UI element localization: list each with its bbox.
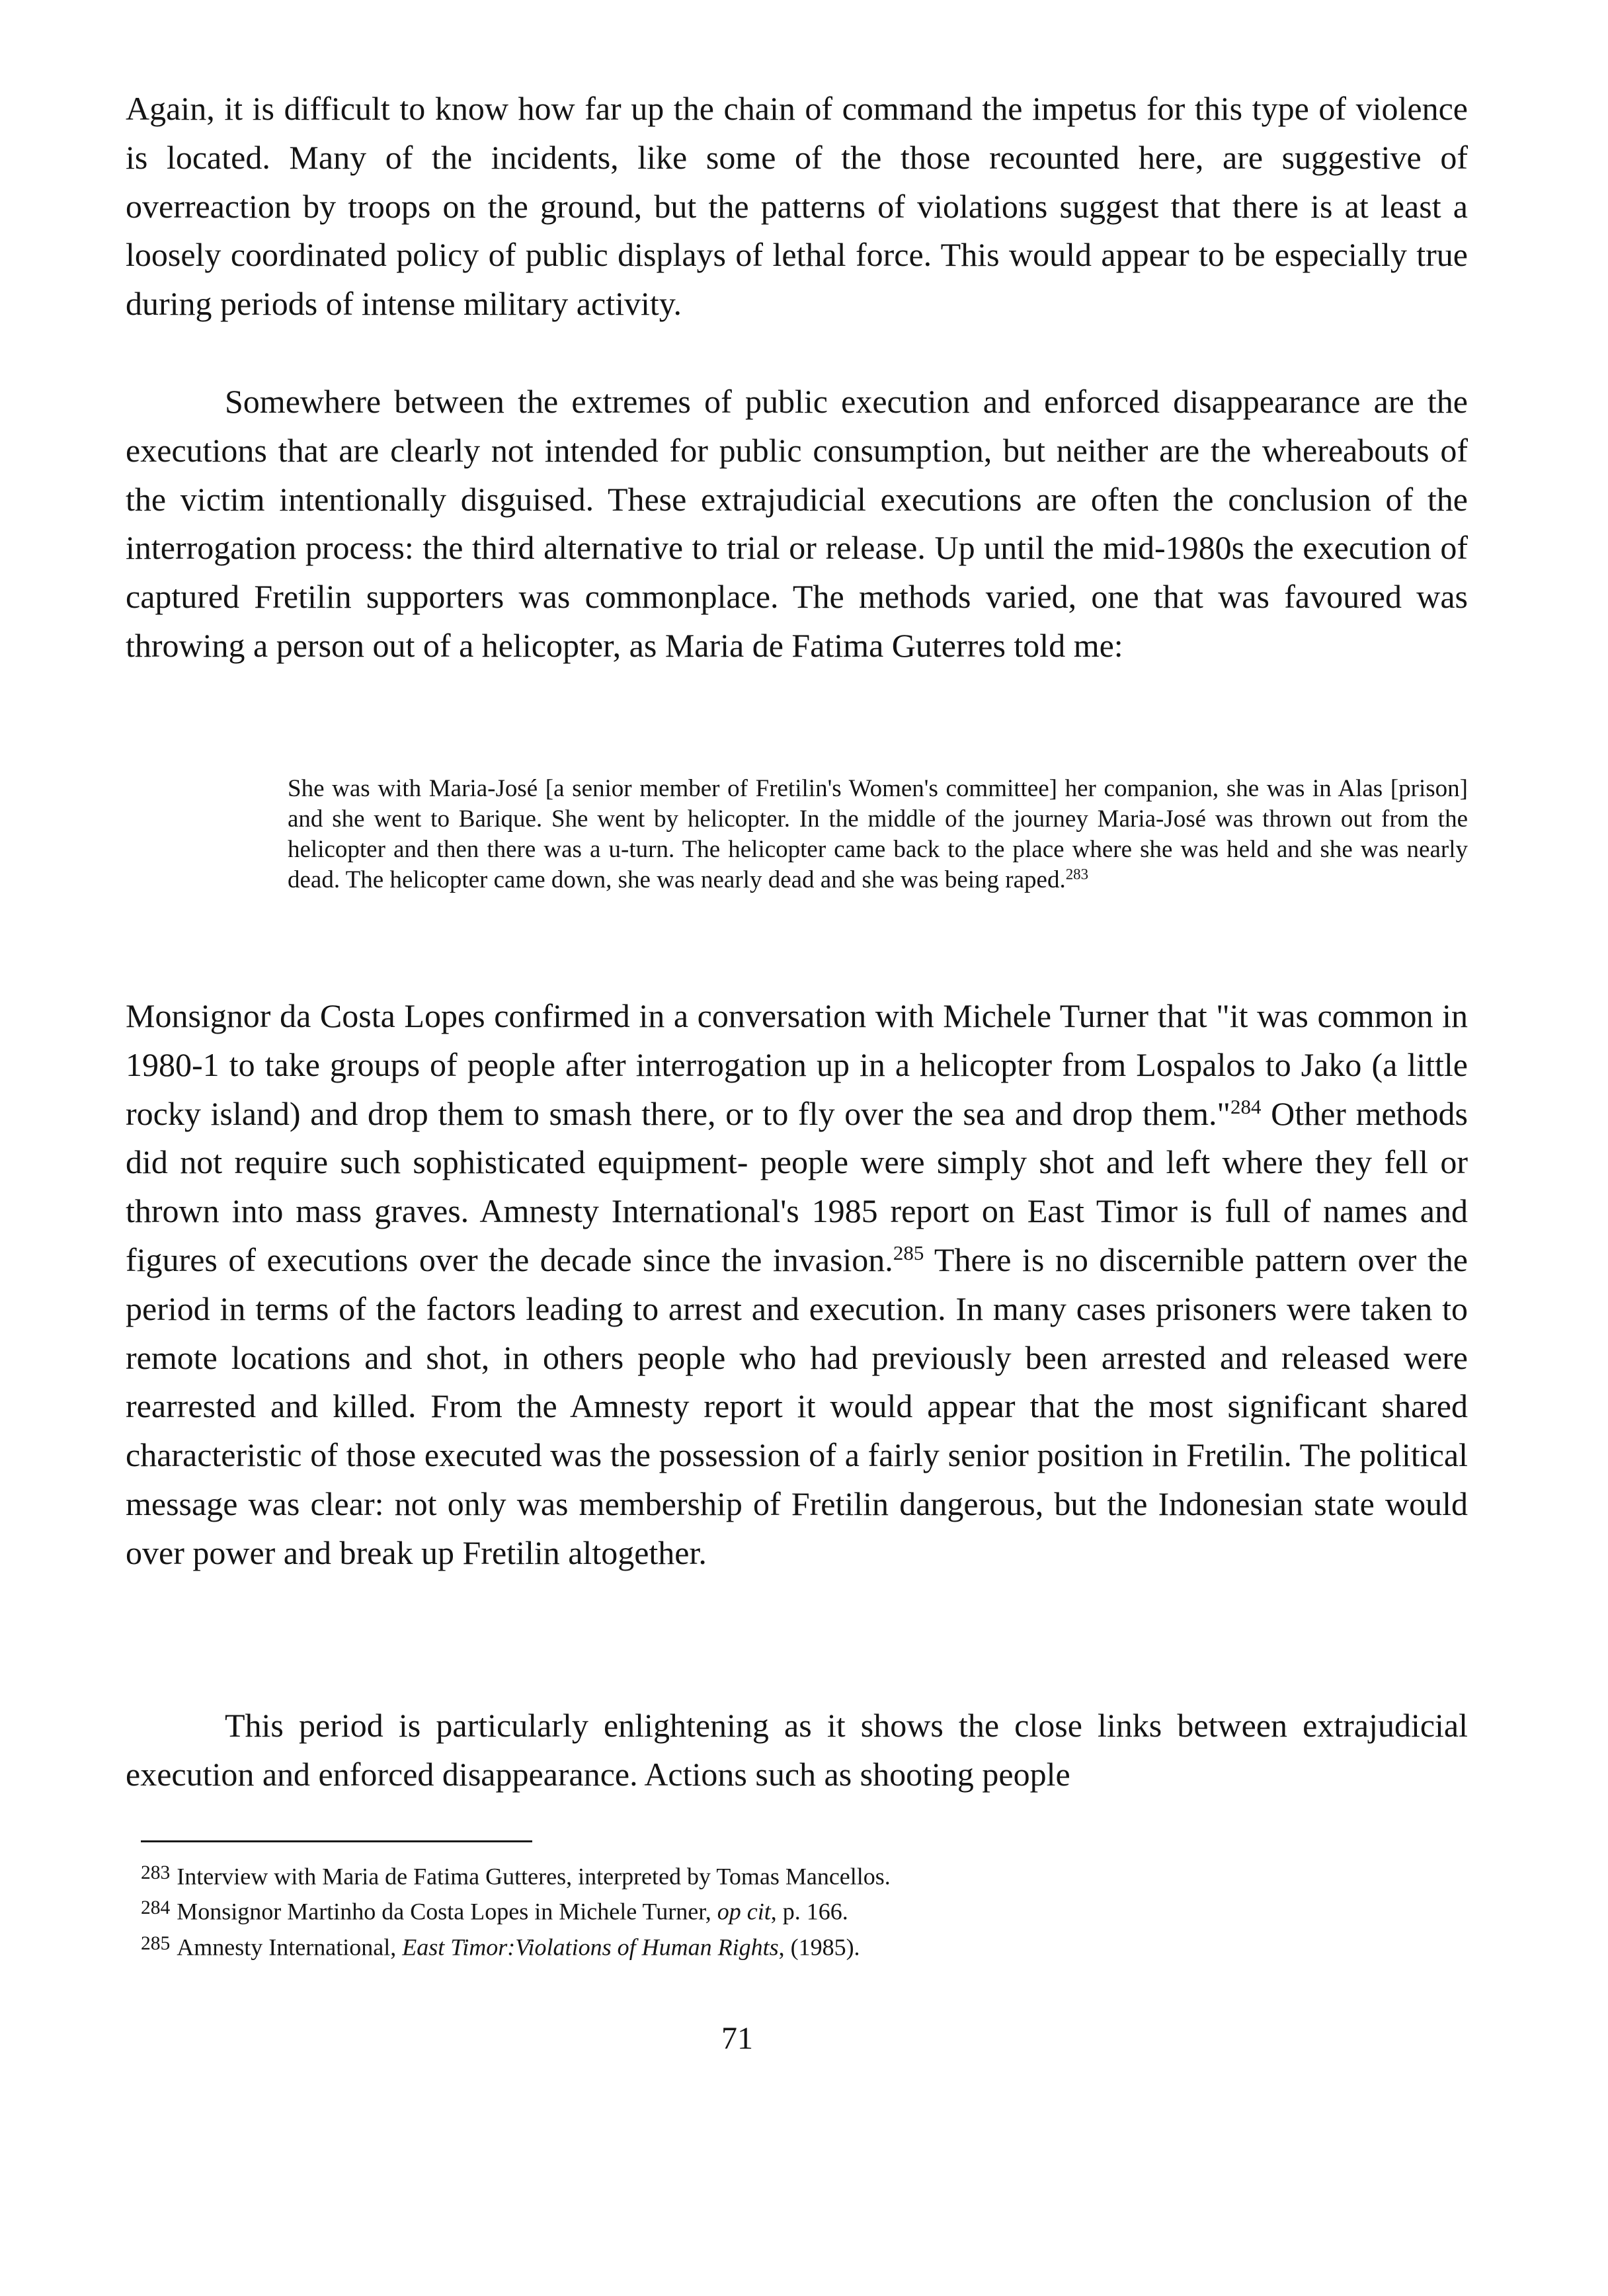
body-paragraph-1: Again, it is difficult to know how far up the chain of command the impetus for this type of violence is located. Many of the incidents, like some of the those recounted here, are suggestive of overreaction by troops on the ground, but the patterns of violations suggest that there is at least a loosely coordinated policy of public displays of lethal force. This would appear to be especially true during periods of intense military activity. [126,90,1468,323]
footnote-text: Monsignor Martinho da Costa Lopes in Michele Turner, [177,1898,717,1925]
footnote-ref-284: 284 [1230,1094,1262,1118]
body-paragraph-3-part-b: Other methods did not require such sophisticated equipment- people were simply shot and left where they fell or thrown into mass graves. Amnesty International's 1985 report on East Timor is full of names and figures of executions over the decade since the invasion. [126,1094,1468,1278]
body-paragraph-2: Somewhere between the extremes of public execution and enforced disappearance are the executions that are clearly not intended for public consumption, but neither are the whereabouts of the victim intentionally disguised. These extrajudicial executions are often the conclusion of the interrogation process: the third alternative to trial or release. Up until the mid-1980s the execution of captured Fretilin supporters was commonplace. The methods varied, one that was favoured was throwing a person out of a helicopter, as Maria de Fatima Guterres told me: [126,383,1468,664]
footnote-divider [141,1840,532,1842]
body-paragraph-4: This period is particularly enlightening as it shows the close links between extrajudicial execution and enforced disappearance. Actions such as shooting people [126,1707,1468,1793]
footnote-284 [141,1892,1463,1927]
body-paragraph-3-part-c: There is no discernible pattern over the period in terms of the factors leading to arrest and execution. In many cases prisoners were taken to remote locations and shot, in others people who had previously been arrested and released were rearrested and killed. From the Amnesty report it would appear that the most significant shared characteristic of those executed was the possession of a fairly senior position in Fretilin. The political message was clear: not only was membership of Fretilin dangerous, but the Indonesian state would over power and break up Fretilin altogether. [126,1241,1468,1571]
block-quote [288,774,1468,895]
footnote-number: 284 [141,1897,171,1919]
footnote-text: Amnesty International, [177,1933,403,1960]
footnote-283 [141,1857,1463,1892]
footnote-ref-283: 283 [1065,866,1089,883]
footnote-italic-text: op cit [717,1898,771,1925]
footnote-ref-285: 285 [893,1241,924,1264]
footnote-number: 285 [141,1932,171,1954]
footnote-italic-text: East Timor:Violations of Human Rights [402,1933,779,1960]
footnote-text: Interview with Maria de Fatima Gutteres, interpreted by Tomas Mancellos. [177,1863,891,1890]
block-quote-text: She was with Maria-José [a senior member of Fretilin's Women's committee] her companion, she was in Alas [prison] and she went to Barique. She went by helicopter. In the middle of the journey Maria-José was thrown out from the helicopter and then there was a u-turn. The helicopter came back to the place where she was held and she was nearly dead. The helicopter came down, she was nearly dead and she was being raped. [288,775,1468,893]
body-paragraph-3-part-a: Monsignor da Costa Lopes confirmed in a conversation with Michele Turner that "it was common in 1980-1 to take groups of people after interrogation up in a helicopter from Lospalos to Jako (a little rocky island) and drop them to smash there, or to fly over the sea and drop them." [126,997,1468,1132]
page-number: 71 [721,2021,753,2056]
footnote-text-after: , (1985). [778,1933,860,1960]
footnote-285 [141,1928,1463,1963]
body-paragraph-3 [126,992,1468,1578]
footnotes [141,1857,1463,1963]
footnote-number: 283 [141,1862,171,1883]
footnote-text-after: , p. 166. [770,1898,848,1925]
